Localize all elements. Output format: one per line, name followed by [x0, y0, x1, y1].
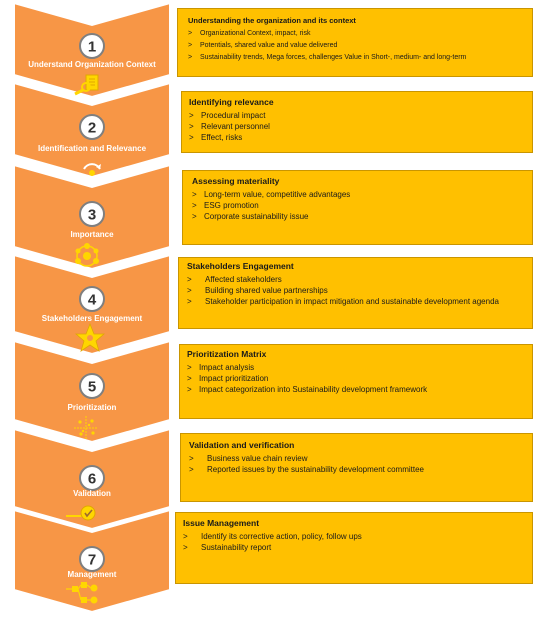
bullet-marker: > — [187, 385, 192, 394]
step-1-item — [188, 40, 526, 52]
step-3-title: Assessing materiality — [192, 176, 280, 186]
step-2-item-text: Procedural impact — [201, 111, 266, 120]
step-6-description-box — [180, 433, 533, 502]
step-1-item-text: Organizational Context, impact, risk — [200, 30, 311, 37]
bullet-marker: > — [192, 190, 197, 199]
step-1-item — [188, 28, 526, 40]
step-2-item-text: Effect, risks — [201, 133, 243, 142]
step-3-item-text: ESG promotion — [204, 201, 259, 210]
bullet-marker: > — [188, 30, 193, 37]
step-2-label: Identification and Relevance — [37, 144, 147, 153]
bullet-marker: > — [189, 122, 194, 131]
step-3-label: Importance — [70, 230, 114, 239]
step-3-description-box — [182, 170, 533, 245]
step-7-number: 7 — [87, 551, 97, 569]
step-3-item-text: Long-term value, competitive advantages — [204, 190, 351, 199]
step-5-item-text: Impact categorization into Sustainability development framework — [199, 385, 428, 394]
step-1-item — [188, 52, 526, 64]
step-3-number: 3 — [87, 206, 97, 224]
step-5-item-text: Impact analysis — [199, 363, 255, 372]
step-2-item — [189, 110, 526, 121]
step-7-item-text: Identify its corrective action, policy, follow ups — [201, 532, 362, 541]
step-2-item — [189, 121, 526, 132]
step-2-title: Identifying relevance — [189, 97, 274, 107]
step-5-label: Prioritization — [67, 403, 117, 412]
step-3-number-badge — [80, 202, 104, 226]
step-2-description-box — [181, 91, 533, 153]
step-2-number-badge — [80, 115, 104, 139]
bullet-marker: > — [183, 532, 188, 541]
step-4-item — [187, 285, 526, 296]
step-4-item — [187, 274, 526, 285]
step-3-item — [192, 189, 526, 200]
step-7-item-text: Sustainability report — [201, 543, 272, 552]
step-7-label: Management — [67, 570, 117, 579]
step-4-item-text: Stakeholder participation in impact mitigation and sustainable development agenda — [205, 297, 499, 306]
step-7-item — [183, 542, 526, 553]
step-5-number: 5 — [87, 378, 97, 396]
step-7-number-badge — [80, 547, 104, 571]
step-6-number: 6 — [87, 470, 97, 488]
step-4-number-badge — [80, 287, 104, 311]
bullet-marker: > — [187, 374, 192, 383]
step-6-item — [189, 464, 526, 475]
step-6-item — [189, 453, 526, 464]
step-5-number-badge — [80, 374, 104, 398]
bullet-marker: > — [187, 275, 192, 284]
step-1-number-badge — [80, 34, 104, 58]
bullet-marker: > — [187, 286, 192, 295]
bullet-marker: > — [187, 363, 192, 372]
step-1-description-box — [177, 8, 533, 77]
step-4-label: Stakeholders Engagement — [41, 314, 143, 323]
step-5-title: Prioritization Matrix — [187, 349, 267, 359]
step-7-item — [183, 531, 526, 542]
bullet-marker: > — [189, 454, 194, 463]
step-5-item-text: Impact prioritization — [199, 374, 269, 383]
step-4-description-box — [178, 257, 533, 329]
bullet-marker: > — [192, 212, 197, 221]
step-4-item — [187, 296, 526, 307]
step-2-item — [189, 132, 526, 143]
bullet-marker: > — [183, 543, 188, 552]
step-6-label: Validation — [73, 489, 111, 498]
step-5-item — [187, 384, 526, 395]
step-1-title: Understanding the organization and its context — [188, 16, 356, 25]
bullet-marker: > — [189, 465, 194, 474]
step-1-item-text: Potentials, shared value and value delivered — [200, 42, 338, 49]
bullet-marker: > — [187, 297, 192, 306]
step-5-item — [187, 373, 526, 384]
step-7-title: Issue Management — [183, 518, 260, 528]
step-2-number: 2 — [87, 119, 97, 137]
step-4-title: Stakeholders Engagement — [187, 261, 294, 271]
bullet-marker: > — [192, 201, 197, 210]
bullet-marker: > — [188, 54, 193, 61]
step-1-item-text: Sustainability trends, Mega forces, challenges Value in Short-, medium- and long-term — [200, 54, 467, 61]
step-1-label: Understand Organization Context — [28, 60, 156, 69]
step-7-description-box — [175, 512, 533, 584]
step-6-title: Validation and verification — [189, 440, 295, 450]
step-6-number-badge — [80, 466, 104, 490]
step-5-description-box — [179, 344, 533, 419]
step-5-item — [187, 362, 526, 373]
bullet-marker: > — [189, 111, 194, 120]
step-4-item-text: Affected stakeholders — [205, 275, 282, 284]
bullet-marker: > — [188, 42, 193, 49]
step-6-item-text: Reported issues by the sustainability development committee — [207, 465, 424, 474]
step-2-item-text: Relevant personnel — [201, 122, 270, 131]
step-4-item-text: Building shared value partnerships — [205, 286, 328, 295]
step-6-item-text: Business value chain review — [207, 454, 308, 463]
step-4-number: 4 — [87, 291, 97, 309]
step-3-item — [192, 211, 526, 222]
step-3-item — [192, 200, 526, 211]
bullet-marker: > — [189, 133, 194, 142]
step-1-number: 1 — [87, 38, 97, 56]
step-3-item-text: Corporate sustainability issue — [204, 212, 309, 221]
